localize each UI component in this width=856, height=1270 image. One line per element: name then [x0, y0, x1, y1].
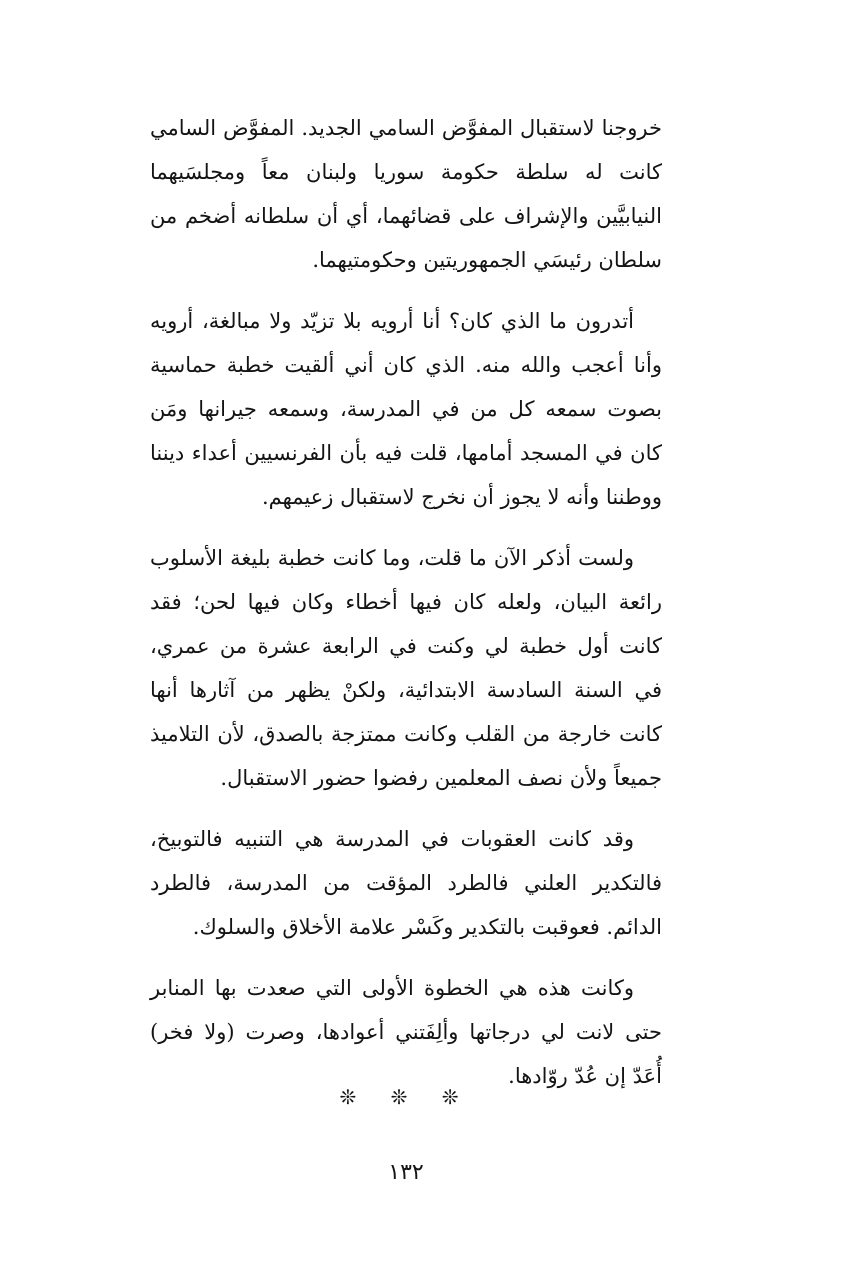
paragraph-1: خروجنا لاستقبال المفوَّض السامي الجديد. المفوَّض السامي كانت له سلطة حكومة سوريا ولبنان معاً ومجلسَيهما النيابيَّين والإشراف على قضائهما، أي أن سلطانه أضخم من سلطان رئيسَي الجمهوريتين وحكومتيهما. — [150, 116, 662, 272]
page-number: ١٣٢ — [388, 1160, 424, 1185]
paragraph-5: وكانت هذه هي الخطوة الأولى التي صعدت بها المنابر حتى لانت لي درجاتها وألِفَتني أعوادها، وصرت (ولا فخر) أُعَدّ إن عُدّ روّادها. — [150, 976, 662, 1088]
page-body — [150, 106, 662, 1115]
paragraph-2: أتدرون ما الذي كان؟ أنا أرويه بلا تزيّد ولا مبالغة، أرويه وأنا أعجب والله منه. الذي كان أني ألقيت خطبة حماسية بصوت سمعه كل من في المدرسة، وسمعه جيرانها ومَن كان في المسجد أمامها، قلت فيه بأن الفرنسيين أعداء ديننا ووطننا وأنه لا يجوز أن نخرج لاستقبال زعيمهم. — [150, 309, 662, 509]
paragraph-3: ولست أذكر الآن ما قلت، وما كانت خطبة بليغة الأسلوب رائعة البيان، ولعله كان فيها أخطاء وكان فيها لحن؛ فقد كانت أول خطبة لي وكنت في الرابعة عشرة من عمري، في السنة السادسة الابتدائية، ولكنْ يظهر من آثارها أنها كانت خارجة من القلب وكانت ممتزجة بالصدق، لأن التلاميذ جميعاً ولأن نصف المعلمين رفضوا حضور الاستقبال. — [150, 546, 662, 790]
section-separator: ❊ ❊ ❊ — [339, 1085, 473, 1109]
paragraph-4: وقد كانت العقوبات في المدرسة هي التنبيه فالتوبيخ، فالتكدير العلني فالطرد المؤقت من المدرسة، فالطرد الدائم. فعوقبت بالتكدير وكَسْر علامة الأخلاق والسلوك. — [150, 827, 662, 939]
